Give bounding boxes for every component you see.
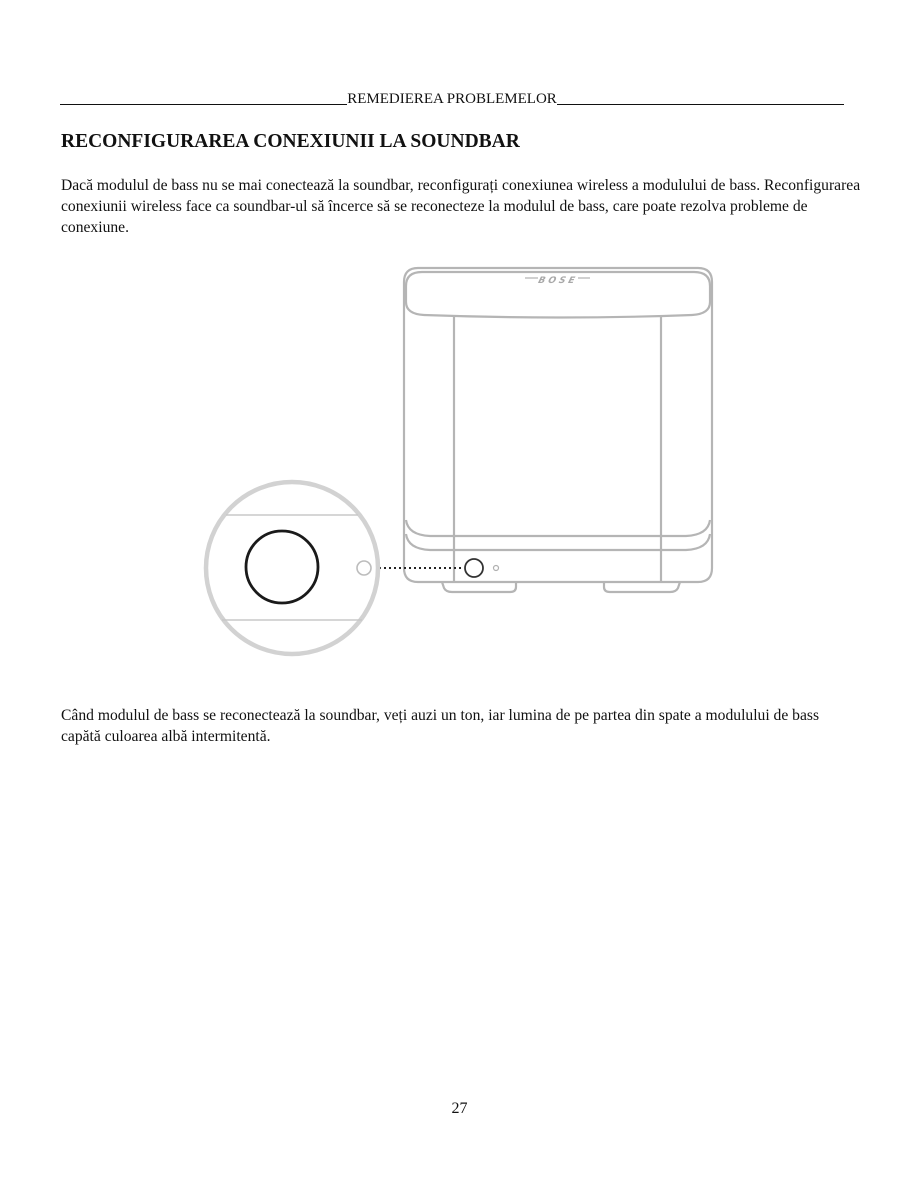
- connect-button-small: [465, 559, 483, 577]
- bass-module-illustration: [200, 262, 720, 662]
- status-light: [494, 566, 499, 571]
- connect-button-magnified: [246, 531, 318, 603]
- running-header: [60, 86, 844, 108]
- bass-module-body: [404, 268, 712, 592]
- status-light-magnified: [357, 561, 371, 575]
- result-paragraph: Când modulul de bass se reconectează la soundbar, veți auzi un ton, iar lumina de pe partea din spate a modulului de bass capătă culoarea albă intermitentă.: [61, 707, 820, 745]
- page-number: 27: [451, 1100, 468, 1117]
- page-title: RECONFIGURAREA CONEXIUNII LA SOUNDBAR: [61, 131, 520, 152]
- svg-text:BOSE: BOSE: [537, 275, 580, 286]
- magnifier-callout: [206, 482, 378, 654]
- header-section-title: REMEDIEREA PROBLEMELOR: [347, 91, 557, 107]
- header-rule-left: [60, 104, 347, 105]
- intro-paragraph: Dacă modulul de bass nu se mai conectează la soundbar, reconfigurați conexiunea wireless a modulului de bass. Reconfigurarea conexiunii wireless face ca soundbar-ul să încerce să se reconecteze la modulul de bass, care poate rezolva probleme de conexiune.: [61, 177, 861, 236]
- header-rule-right: [557, 104, 844, 105]
- bose-logo: [525, 275, 590, 286]
